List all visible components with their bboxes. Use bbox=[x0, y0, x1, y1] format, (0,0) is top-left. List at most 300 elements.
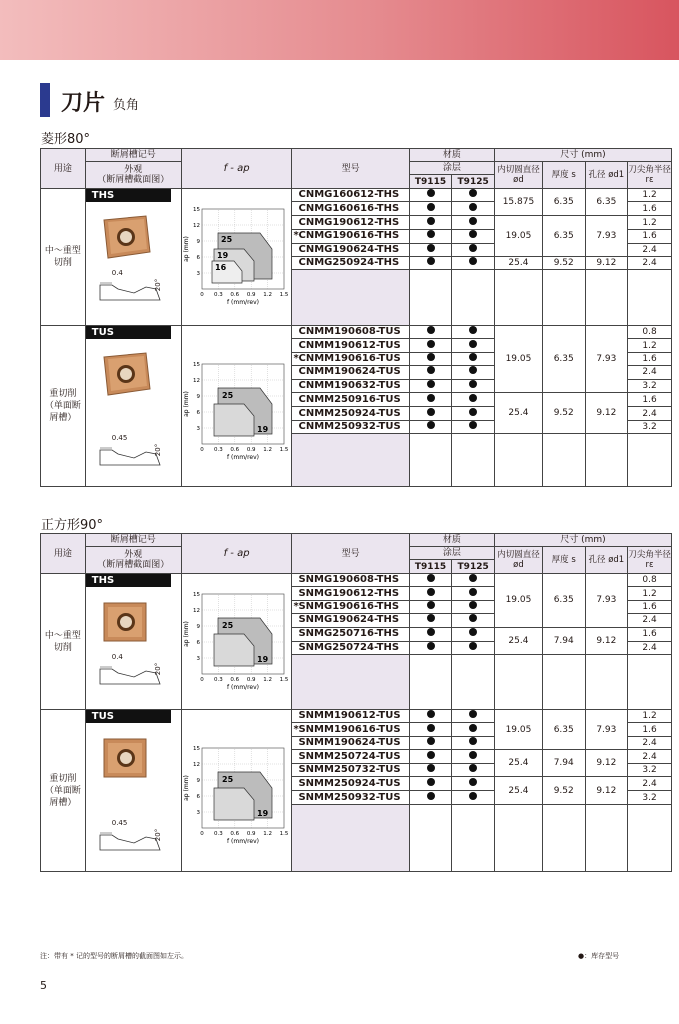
stock-cell bbox=[409, 420, 452, 433]
stock-dot-icon bbox=[427, 326, 435, 334]
model-number: SNMM250724-TUS bbox=[298, 750, 401, 762]
model-number: SNMG190608-THS bbox=[298, 574, 400, 586]
filler-cell bbox=[542, 804, 585, 871]
stock-dot-icon bbox=[469, 792, 477, 800]
filler-cell bbox=[585, 804, 628, 871]
header-corner-radius: 刀尖角半径 rε bbox=[628, 162, 672, 189]
appearance-cell bbox=[85, 574, 181, 710]
hole-diameter-cell: 7.93 bbox=[585, 574, 628, 628]
insert-photo-icon bbox=[96, 349, 154, 399]
corner-radius-cell: 2.4 bbox=[628, 750, 672, 764]
stock-dot-icon bbox=[469, 642, 477, 650]
stock-cell bbox=[452, 587, 495, 600]
header-hole-diameter: 孔径 ød1 bbox=[585, 547, 628, 574]
filler-cell bbox=[452, 434, 495, 487]
stock-dot-icon bbox=[469, 203, 477, 211]
hole-diameter-cell: 9.12 bbox=[585, 392, 628, 433]
model-cell bbox=[292, 764, 409, 777]
x-tick-label: 1.2 bbox=[262, 447, 272, 453]
chart-cell bbox=[181, 574, 292, 710]
x-tick-label: 0 bbox=[199, 831, 204, 837]
corner-radius-cell: 2.4 bbox=[628, 736, 672, 749]
stock-cell bbox=[452, 392, 495, 406]
stock-dot-icon bbox=[469, 394, 477, 402]
filler-cell bbox=[452, 804, 495, 871]
stock-cell bbox=[452, 736, 495, 749]
chart-region-label: 19 bbox=[256, 655, 268, 664]
header-grade-t9125: T9125 bbox=[452, 560, 495, 574]
x-tick-label: 0.6 bbox=[230, 677, 239, 683]
stock-dot-icon bbox=[469, 353, 477, 361]
stock-dot-icon bbox=[469, 217, 477, 225]
header-use: 用途 bbox=[41, 534, 86, 574]
spec-table-rhombic bbox=[40, 148, 672, 487]
table-row bbox=[41, 710, 672, 723]
corner-radius-cell: 0.8 bbox=[628, 574, 672, 587]
stock-dot-icon bbox=[469, 408, 477, 416]
stock-dot-icon bbox=[469, 366, 477, 374]
stock-cell bbox=[452, 352, 495, 365]
stock-dot-icon bbox=[469, 628, 477, 636]
corner-radius-cell: 1.6 bbox=[628, 723, 672, 736]
header-ic-diameter: 内切圆直径 ød bbox=[494, 547, 542, 574]
stock-dot-icon bbox=[427, 642, 435, 650]
chart-cell bbox=[181, 710, 292, 872]
corner-radius-cell: 1.6 bbox=[628, 352, 672, 365]
hole-diameter-cell: 9.12 bbox=[585, 750, 628, 777]
thickness-cell: 6.35 bbox=[542, 326, 585, 393]
filler-cell bbox=[292, 804, 409, 871]
chart-region-label: 25 bbox=[221, 621, 233, 630]
model-number: CNMM190612-TUS bbox=[298, 339, 401, 351]
model-number: CNMM190608-TUS bbox=[298, 326, 401, 338]
insert-photo-icon bbox=[96, 597, 154, 647]
insert-photo-icon bbox=[96, 733, 154, 783]
model-cell bbox=[292, 202, 409, 215]
stock-cell bbox=[452, 614, 495, 627]
model-number: SNMG190624-THS bbox=[298, 614, 400, 626]
header-model: 型号 bbox=[292, 149, 409, 189]
y-tick-label: 9 bbox=[196, 394, 200, 400]
stock-dot-icon bbox=[427, 408, 435, 416]
stock-dot-icon bbox=[427, 353, 435, 361]
header-hole-diameter: 孔径 ød1 bbox=[585, 162, 628, 189]
diagram-marker: * bbox=[293, 600, 299, 612]
model-cell bbox=[292, 627, 409, 641]
header-appearance-label: 外观 bbox=[124, 550, 143, 560]
stock-cell bbox=[409, 600, 452, 613]
stock-cell bbox=[452, 723, 495, 736]
corner-radius-cell: 2.4 bbox=[628, 614, 672, 627]
model-number: SNMM250732-TUS bbox=[298, 764, 401, 776]
corner-radius-cell: 2.4 bbox=[628, 642, 672, 655]
hole-diameter-cell: 9.12 bbox=[585, 257, 628, 270]
stock-cell bbox=[409, 215, 452, 229]
header-chipbreaker: 断屑槽记号 bbox=[85, 534, 181, 547]
stock-dot-icon bbox=[427, 764, 435, 772]
y-tick-label: 12 bbox=[192, 608, 200, 614]
stock-cell bbox=[452, 642, 495, 655]
x-tick-label: 0.3 bbox=[213, 447, 223, 453]
filler-cell bbox=[542, 655, 585, 710]
model-cell bbox=[292, 723, 409, 736]
model-number: CNMG190612-THS bbox=[298, 216, 400, 228]
corner-radius-cell: 3.2 bbox=[628, 420, 672, 433]
stock-cell bbox=[409, 750, 452, 764]
use-cell: 重切削（单面断屑槽） bbox=[41, 710, 86, 872]
hole-diameter-cell: 7.93 bbox=[585, 326, 628, 393]
header-grade-t9115: T9115 bbox=[409, 175, 452, 189]
x-tick-label: 0.9 bbox=[246, 447, 256, 453]
stock-dot-icon bbox=[469, 710, 477, 718]
header-corner-radius: 刀尖角半径 rε bbox=[628, 547, 672, 574]
model-cell bbox=[292, 215, 409, 229]
table-row bbox=[41, 574, 672, 587]
chart-region-label: 25 bbox=[221, 775, 233, 784]
filler-cell bbox=[494, 655, 542, 710]
x-tick-label: 1.2 bbox=[262, 831, 272, 837]
y-axis-label: ap (mm) bbox=[182, 621, 190, 647]
corner-radius-cell: 1.6 bbox=[628, 600, 672, 613]
stock-cell bbox=[409, 379, 452, 392]
stock-dot-icon bbox=[469, 574, 477, 582]
stock-dot-icon bbox=[469, 257, 477, 265]
corner-radius-cell: 2.4 bbox=[628, 777, 672, 791]
model-cell bbox=[292, 407, 409, 420]
stock-legend: ●：库存型号 bbox=[578, 952, 620, 960]
x-tick-label: 0 bbox=[199, 292, 204, 298]
x-tick-label: 1.5 bbox=[279, 831, 289, 837]
stock-cell bbox=[409, 243, 452, 256]
y-tick-label: 9 bbox=[196, 239, 200, 245]
stock-dot-icon bbox=[427, 614, 435, 622]
profile-land-width: 0.4 bbox=[111, 653, 123, 661]
chart-region-label: 19 bbox=[256, 809, 268, 818]
y-tick-label: 6 bbox=[196, 640, 200, 646]
section-title-rhombic: 菱形80° bbox=[41, 132, 91, 147]
y-axis-label: ap (mm) bbox=[182, 236, 190, 262]
model-number: SNMG190616-THS bbox=[298, 600, 400, 612]
ic-diameter-cell: 25.4 bbox=[494, 750, 542, 777]
stock-cell bbox=[452, 574, 495, 587]
filler-cell bbox=[409, 655, 452, 710]
filler-cell bbox=[494, 270, 542, 326]
header-f-ap: f - ap bbox=[181, 534, 292, 574]
stock-dot-icon bbox=[469, 244, 477, 252]
ic-diameter-cell: 25.4 bbox=[494, 257, 542, 270]
hole-diameter-cell: 7.93 bbox=[585, 710, 628, 750]
y-tick-label: 15 bbox=[192, 592, 200, 598]
stock-cell bbox=[409, 710, 452, 723]
header-coating: 涂层 bbox=[409, 162, 494, 175]
x-tick-label: 0.6 bbox=[230, 447, 239, 453]
stock-dot-icon bbox=[469, 421, 477, 429]
thickness-cell: 9.52 bbox=[542, 392, 585, 433]
corner-radius-cell: 2.4 bbox=[628, 243, 672, 256]
chart-region-label: 25 bbox=[221, 391, 233, 400]
x-tick-label: 1.5 bbox=[279, 677, 289, 683]
filler-cell bbox=[542, 270, 585, 326]
model-cell bbox=[292, 574, 409, 587]
model-number: CNMM190632-TUS bbox=[298, 379, 401, 391]
stock-cell bbox=[409, 407, 452, 420]
stock-cell bbox=[452, 326, 495, 339]
diagram-marker: * bbox=[293, 352, 299, 364]
model-cell bbox=[292, 352, 409, 365]
appearance-cell bbox=[85, 189, 181, 326]
stock-cell bbox=[452, 420, 495, 433]
filler-cell bbox=[628, 434, 672, 487]
stock-cell bbox=[452, 215, 495, 229]
filler-cell bbox=[628, 804, 672, 871]
y-tick-label: 3 bbox=[196, 810, 200, 816]
filler-cell bbox=[409, 434, 452, 487]
model-cell bbox=[292, 777, 409, 791]
stock-cell bbox=[452, 230, 495, 243]
filler-cell bbox=[292, 270, 409, 326]
corner-radius-cell: 2.4 bbox=[628, 407, 672, 420]
stock-dot-icon bbox=[427, 340, 435, 348]
stock-dot-icon bbox=[427, 601, 435, 609]
stock-dot-icon bbox=[427, 203, 435, 211]
stock-dot-icon bbox=[427, 189, 435, 197]
profile-land-width: 0.45 bbox=[111, 434, 128, 442]
stock-cell bbox=[452, 243, 495, 256]
chipbreaker-code: TUS bbox=[86, 326, 171, 339]
stock-dot-icon bbox=[427, 778, 435, 786]
stock-dot-icon bbox=[469, 601, 477, 609]
model-cell bbox=[292, 791, 409, 804]
chipbreaker-code: THS bbox=[86, 574, 171, 587]
profile-angle: 20° bbox=[153, 278, 162, 292]
corner-radius-cell: 1.2 bbox=[628, 215, 672, 229]
thickness-cell: 7.94 bbox=[542, 750, 585, 777]
model-number: SNMM190616-TUS bbox=[298, 723, 401, 735]
stock-cell bbox=[452, 202, 495, 215]
use-cell: 中～重型切削 bbox=[41, 189, 86, 326]
x-tick-label: 0 bbox=[199, 447, 204, 453]
stock-dot-icon bbox=[469, 340, 477, 348]
filler-cell bbox=[409, 270, 452, 326]
filler-cell bbox=[585, 655, 628, 710]
x-tick-label: 0.3 bbox=[213, 292, 223, 298]
stock-dot-icon bbox=[427, 628, 435, 636]
stock-dot-icon bbox=[469, 614, 477, 622]
profile-land-width: 0.4 bbox=[111, 269, 123, 277]
hole-diameter-cell: 9.12 bbox=[585, 777, 628, 804]
corner-radius-cell: 1.2 bbox=[628, 710, 672, 723]
y-tick-label: 12 bbox=[192, 223, 200, 229]
stock-cell bbox=[452, 750, 495, 764]
stock-dot-icon bbox=[427, 217, 435, 225]
model-number: SNMM250932-TUS bbox=[298, 791, 401, 803]
header-f-ap: f - ap bbox=[181, 149, 292, 189]
header-coating: 涂层 bbox=[409, 547, 494, 560]
model-cell bbox=[292, 736, 409, 749]
model-number: CNMG190616-THS bbox=[298, 230, 400, 242]
thickness-cell: 6.35 bbox=[542, 574, 585, 628]
x-axis-label: f (mm/rev) bbox=[226, 454, 259, 461]
stock-cell bbox=[452, 777, 495, 791]
stock-cell bbox=[452, 339, 495, 352]
corner-radius-cell: 3.2 bbox=[628, 791, 672, 804]
corner-radius-cell: 3.2 bbox=[628, 764, 672, 777]
model-number: SNMG190612-THS bbox=[298, 587, 400, 599]
header-thickness: 厚度 s bbox=[542, 162, 585, 189]
x-tick-label: 0.3 bbox=[213, 677, 223, 683]
chart-region-label: 19 bbox=[216, 251, 228, 260]
hole-diameter-cell: 6.35 bbox=[585, 189, 628, 216]
header-material: 材质 bbox=[409, 149, 494, 162]
ic-diameter-cell: 19.05 bbox=[494, 326, 542, 393]
chipbreaker-code: THS bbox=[86, 189, 171, 202]
header-chipbreaker: 断屑槽记号 bbox=[85, 149, 181, 162]
stock-dot-icon bbox=[427, 574, 435, 582]
chipbreaker-profile bbox=[98, 269, 162, 301]
x-tick-label: 0.6 bbox=[230, 292, 239, 298]
profile-angle: 20° bbox=[153, 828, 162, 842]
profile-angle: 20° bbox=[153, 662, 162, 676]
chipbreaker-profile bbox=[98, 819, 162, 851]
stock-dot-icon bbox=[427, 257, 435, 265]
chart-region-label: 25 bbox=[220, 235, 232, 244]
ic-diameter-cell: 25.4 bbox=[494, 777, 542, 804]
model-number: SNMM190612-TUS bbox=[298, 710, 401, 722]
stock-cell bbox=[409, 764, 452, 777]
model-cell bbox=[292, 230, 409, 243]
hole-diameter-cell: 7.93 bbox=[585, 215, 628, 256]
ic-diameter-cell: 25.4 bbox=[494, 627, 542, 655]
x-tick-label: 1.5 bbox=[279, 447, 289, 453]
corner-radius-cell: 1.6 bbox=[628, 230, 672, 243]
stock-cell bbox=[452, 600, 495, 613]
header-dimensions: 尺寸 (mm) bbox=[494, 534, 671, 547]
diagram-marker: * bbox=[293, 723, 299, 735]
y-axis-label: ap (mm) bbox=[182, 775, 190, 801]
table-row bbox=[41, 326, 672, 339]
model-cell bbox=[292, 587, 409, 600]
table-row bbox=[41, 189, 672, 202]
stock-dot-icon bbox=[427, 724, 435, 732]
filler-cell bbox=[628, 270, 672, 326]
chart-region-19 bbox=[214, 788, 254, 820]
y-tick-label: 9 bbox=[196, 624, 200, 630]
f-ap-chart bbox=[182, 199, 289, 306]
y-tick-label: 3 bbox=[196, 426, 200, 432]
model-number: CNMG190624-THS bbox=[298, 243, 400, 255]
model-cell bbox=[292, 379, 409, 392]
stock-dot-icon bbox=[427, 737, 435, 745]
x-tick-label: 0.6 bbox=[230, 831, 239, 837]
chart-region-19 bbox=[214, 404, 254, 436]
model-number: CNMG160612-THS bbox=[298, 189, 400, 201]
profile-angle: 20° bbox=[153, 443, 162, 457]
y-tick-label: 6 bbox=[196, 410, 200, 416]
stock-cell bbox=[452, 710, 495, 723]
y-tick-label: 15 bbox=[192, 362, 200, 368]
chipbreaker-profile bbox=[98, 434, 162, 466]
header-model: 型号 bbox=[292, 534, 409, 574]
corner-radius-cell: 1.6 bbox=[628, 627, 672, 641]
model-cell bbox=[292, 392, 409, 406]
appearance-cell bbox=[85, 326, 181, 487]
spec-table-square bbox=[40, 533, 672, 872]
filler-cell bbox=[494, 804, 542, 871]
y-tick-label: 15 bbox=[192, 746, 200, 752]
y-tick-label: 6 bbox=[196, 255, 200, 261]
corner-radius-cell: 1.2 bbox=[628, 339, 672, 352]
model-number: CNMM250924-TUS bbox=[298, 407, 401, 419]
footnote: 注：带有 * 记的型号的断屑槽的截面图如左示。 bbox=[40, 952, 188, 960]
filler-cell bbox=[452, 655, 495, 710]
stock-cell bbox=[409, 366, 452, 379]
filler-cell bbox=[585, 270, 628, 326]
y-tick-label: 3 bbox=[196, 656, 200, 662]
stock-cell bbox=[409, 339, 452, 352]
filler-cell bbox=[628, 655, 672, 710]
header-section-label: （断屑槽截面图） bbox=[97, 175, 170, 185]
y-tick-label: 9 bbox=[196, 778, 200, 784]
stock-cell bbox=[409, 791, 452, 804]
stock-cell bbox=[452, 366, 495, 379]
filler-cell bbox=[542, 434, 585, 487]
ic-diameter-cell: 19.05 bbox=[494, 710, 542, 750]
chart-cell bbox=[181, 189, 292, 326]
x-tick-label: 0.3 bbox=[213, 831, 223, 837]
x-tick-label: 0.9 bbox=[246, 831, 256, 837]
corner-radius-cell: 1.6 bbox=[628, 202, 672, 215]
stock-cell bbox=[409, 723, 452, 736]
model-cell bbox=[292, 420, 409, 433]
y-tick-label: 6 bbox=[196, 794, 200, 800]
model-cell bbox=[292, 257, 409, 270]
stock-cell bbox=[452, 764, 495, 777]
model-number: CNMM190624-TUS bbox=[298, 366, 401, 378]
appearance-cell bbox=[85, 710, 181, 872]
model-number: SNMG250724-THS bbox=[298, 642, 400, 654]
stock-dot-icon bbox=[469, 778, 477, 786]
chart-region-19 bbox=[214, 634, 254, 666]
stock-cell bbox=[409, 230, 452, 243]
stock-dot-icon bbox=[427, 394, 435, 402]
stock-dot-icon bbox=[469, 189, 477, 197]
thickness-cell: 7.94 bbox=[542, 627, 585, 655]
corner-radius-cell: 1.6 bbox=[628, 392, 672, 406]
header-band bbox=[0, 0, 679, 60]
header-appearance bbox=[85, 162, 181, 189]
thickness-cell: 6.35 bbox=[542, 710, 585, 750]
diagram-marker: * bbox=[293, 230, 299, 242]
filler-cell bbox=[494, 434, 542, 487]
header-appearance bbox=[85, 547, 181, 574]
chart-region-label: 16 bbox=[214, 263, 226, 272]
model-cell bbox=[292, 642, 409, 655]
header-section-label: （断屑槽截面图） bbox=[97, 560, 170, 570]
filler-cell bbox=[409, 804, 452, 871]
chart-region-label: 19 bbox=[256, 425, 268, 434]
filler-cell bbox=[585, 434, 628, 487]
thickness-cell: 9.52 bbox=[542, 257, 585, 270]
f-ap-chart bbox=[182, 738, 289, 845]
x-axis-label: f (mm/rev) bbox=[226, 299, 259, 306]
x-tick-label: 0 bbox=[199, 677, 204, 683]
model-cell bbox=[292, 600, 409, 613]
section-title-square: 正方形90° bbox=[41, 518, 104, 533]
model-cell bbox=[292, 614, 409, 627]
corner-radius-cell: 1.2 bbox=[628, 189, 672, 202]
thickness-cell: 6.35 bbox=[542, 215, 585, 256]
stock-cell bbox=[409, 627, 452, 641]
